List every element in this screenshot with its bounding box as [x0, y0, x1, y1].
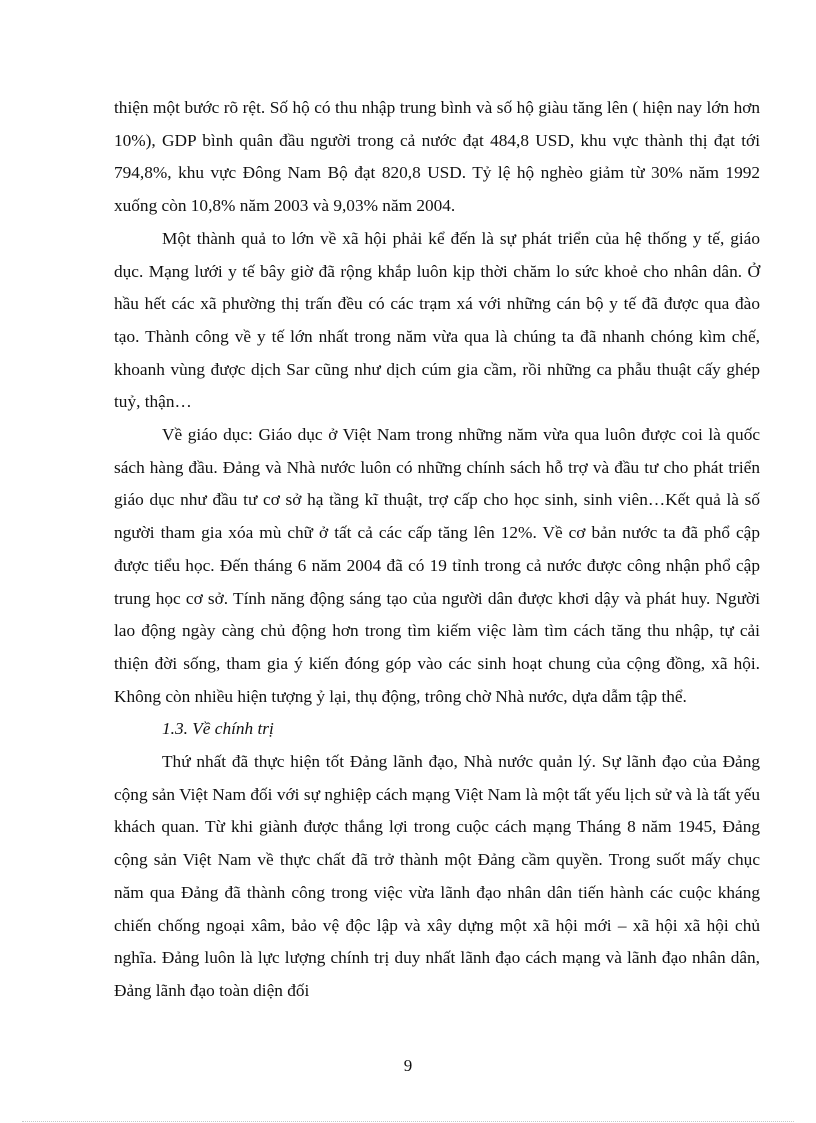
paragraph-education: Về giáo dục: Giáo dục ở Việt Nam trong những năm vừa qua luôn được coi là quốc sách hàng đầu. Đảng và Nhà nước luôn có những chính sách hỗ trợ và đầu tư cho phát triển giáo dục như đầu tư cơ sở hạ tầng kĩ thuật, trợ cấp cho học sinh, sinh viên…Kết quả là số người tham gia xóa mù chữ ở tất cả các cấp tăng lên 12%. Về cơ bản nước ta đã phổ cập được tiểu học. Đến tháng 6 năm 2004 đã có 19 tỉnh trong cả nước được công nhận phổ cập trung học cơ sở. Tính năng động sáng tạo của người dân được khơi dậy và phát huy. Người lao động ngày càng chủ động hơn trong tìm kiếm việc làm tìm cách tăng thu nhập, tự cải thiện đời sống, tham gia ý kiến đóng góp vào các sinh hoạt chung của cộng đồng, xã hội. Không còn nhiều hiện tượng ỷ lại, thụ động, trông chờ Nhà nước, dựa dẫm tập thể. — [114, 425, 760, 706]
page-body — [114, 92, 760, 1008]
page-number: 9 — [403, 1056, 413, 1075]
paragraph-income-continuation: thiện một bước rõ rệt. Số hộ có thu nhập trung bình và số hộ giàu tăng lên ( hiện nay lớn hơn 10%), GDP bình quân đầu người trong cả nước đạt 484,8 USD, khu vực thành thị đạt tới 794,8%, khu vực Đông Nam Bộ đạt 820,8 USD. Tỷ lệ hộ nghèo giảm từ 30% năm 1992 xuống còn 10,8% năm 2003 và 9,03% năm 2004. — [114, 98, 760, 216]
section-heading-politics: 1.3. Về chính trị — [162, 719, 274, 739]
paragraph-health-education: Một thành quả to lớn về xã hội phải kể đến là sự phát triển của hệ thống y tế, giáo dục. Mạng lưới y tế bây giờ đã rộng khắp luôn kịp thời chăm lo sức khoẻ cho nhân dân. Ở hầu hết các xã phường thị trấn đều có các trạm xá với những cán bộ y tế đã được qua đào tạo. Thành công về y tế lớn nhất trong năm vừa qua là chúng ta đã nhanh chóng kìm chế, khoanh vùng được dịch Sar cũng như dịch cúm gia cầm, rồi những ca phẫu thuật cấy ghép tuỷ, thận… — [114, 228, 760, 412]
page-bottom-divider — [22, 1121, 794, 1122]
paragraph-party-leadership: Thứ nhất đã thực hiện tốt Đảng lãnh đạo, Nhà nước quản lý. Sự lãnh đạo của Đảng cộng sản Việt Nam đối với sự nghiệp cách mạng Việt Nam là một tất yếu lịch sử và là tất yếu khách quan. Từ khi giành được thắng lợi trong cuộc cách mạng Tháng 8 năm 1945, Đảng cộng sản Việt Nam về thực chất đã trở thành một Đảng cầm quyền. Trong suốt mấy chục năm qua Đảng đã thành công trong việc vừa lãnh đạo nhân dân tiến hành các cuộc kháng chiến chống ngoại xâm, bảo vệ độc lập và xây dựng một xã hội mới – xã hội xã hội chủ nghĩa. Đảng luôn là lực lượng chính trị duy nhất lãnh đạo cách mạng và lãnh đạo nhân dân, Đảng lãnh đạo toàn diện đối — [114, 752, 760, 1000]
